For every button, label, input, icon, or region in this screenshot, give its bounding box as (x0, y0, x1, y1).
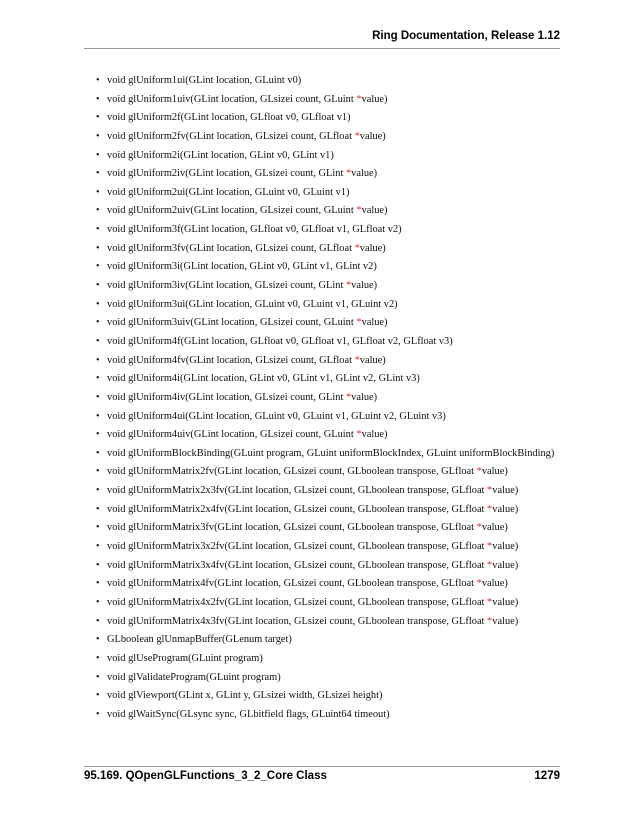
bullet-icon: • (96, 261, 100, 273)
function-signature: void glUniformMatrix2fv(GLint location, GLsizei count, GLboolean transpose, GLfloat (107, 466, 477, 478)
function-signature-end: value) (351, 391, 378, 403)
bullet-icon: • (96, 354, 100, 366)
function-signature: void glWaitSync(GLsync sync, GLbitfield flags, GLuint64 timeout) (107, 708, 390, 720)
list-item (96, 352, 566, 371)
list-item (96, 650, 566, 669)
list-item (96, 72, 566, 91)
list-item (96, 669, 566, 688)
function-signature: void glUniform3uiv(GLint location, GLsizei count, GLuint (107, 317, 357, 329)
function-signature: void glUniform4ui(GLint location, GLuint v0, GLuint v1, GLuint v2, GLuint v3) (107, 410, 446, 422)
list-item (96, 147, 566, 166)
function-signature: void glUniform3ui(GLint location, GLuint v0, GLuint v1, GLuint v2) (107, 298, 398, 310)
list-item (96, 482, 566, 501)
pointer-star: * (354, 130, 360, 142)
list-item (96, 221, 566, 240)
function-signature: void glUniform4uiv(GLint location, GLsizei count, GLuint (107, 429, 357, 441)
bullet-icon: • (96, 578, 100, 590)
list-item (96, 613, 566, 632)
function-signature: void glUniformMatrix3x2fv(GLint location, GLsizei count, GLboolean transpose, GLfloat (107, 541, 488, 553)
bullet-icon: • (96, 112, 100, 124)
bullet-icon: • (96, 391, 100, 403)
pointer-star: * (476, 578, 482, 590)
bullet-icon: • (96, 466, 100, 478)
function-signature-end: value) (359, 354, 386, 366)
bullet-icon: • (96, 541, 100, 553)
function-signature-end: value) (351, 280, 378, 292)
function-signature: void glUniformMatrix3fv(GLint location, GLsizei count, GLboolean transpose, GLfloat (107, 522, 477, 534)
function-signature-end: value) (492, 596, 519, 608)
footer-divider (84, 766, 560, 767)
bullet-icon: • (96, 634, 100, 646)
function-signature-end: value) (361, 317, 388, 329)
pointer-star: * (356, 317, 362, 329)
pointer-star: * (356, 205, 362, 217)
bullet-icon: • (96, 224, 100, 236)
function-signature-end: value) (359, 242, 386, 254)
function-signature: void glUniform4f(GLint location, GLfloat v0, GLfloat v1, GLfloat v2, GLfloat v3) (107, 335, 453, 347)
bullet-icon: • (96, 708, 100, 720)
pointer-star: * (345, 168, 352, 180)
function-signature: void glUniformMatrix4fv(GLint location, GLsizei count, GLboolean transpose, GLfloat (107, 578, 477, 590)
function-signature: void glUniform3f(GLint location, GLfloat v0, GLfloat v1, GLfloat v2) (107, 224, 402, 236)
list-item (96, 408, 566, 427)
bullet-icon: • (96, 335, 100, 347)
pointer-star: * (487, 559, 493, 571)
bullet-icon: • (96, 503, 100, 515)
function-signature: void glUniform2i(GLint location, GLint v0, GLint v1) (107, 149, 334, 161)
bullet-icon: • (96, 93, 100, 105)
function-signature: void glUniformMatrix4x3fv(GLint location, GLsizei count, GLboolean transpose, GLfloat (107, 615, 488, 627)
bullet-icon: • (96, 242, 100, 254)
pointer-star: * (345, 391, 352, 403)
function-signature-end: value) (361, 93, 388, 105)
function-signature: void glUniformBlockBinding(GLuint program, GLuint uniformBlockIndex, GLuint uniformBlockBinding) (107, 447, 555, 459)
pointer-star: * (356, 93, 362, 105)
pointer-star: * (356, 429, 362, 441)
page-header: Ring Documentation, Release 1.12 (372, 30, 560, 42)
list-item (96, 389, 566, 408)
list-item (96, 184, 566, 203)
list-item (96, 631, 566, 650)
function-signature-end: value) (351, 168, 378, 180)
function-signature-end: value) (361, 429, 388, 441)
list-item (96, 202, 566, 221)
list-item (96, 557, 566, 576)
function-signature: void glViewport(GLint x, GLint y, GLsizei width, GLsizei height) (107, 690, 383, 702)
function-signature-end: value) (361, 205, 388, 217)
list-item (96, 463, 566, 482)
bullet-icon: • (96, 373, 100, 385)
bullet-icon: • (96, 205, 100, 217)
bullet-icon: • (96, 615, 100, 627)
pointer-star: * (476, 466, 482, 478)
function-signature: void glUniformMatrix2x4fv(GLint location, GLsizei count, GLboolean transpose, GLfloat (107, 503, 488, 515)
pointer-star: * (354, 354, 360, 366)
function-signature: void glUniform3i(GLint location, GLint v0, GLint v1, GLint v2) (107, 261, 377, 273)
pointer-star: * (487, 615, 493, 627)
function-signature: void glUniform1uiv(GLint location, GLsizei count, GLuint (107, 93, 357, 105)
list-item (96, 296, 566, 315)
pointer-star: * (476, 522, 482, 534)
function-signature: void glUseProgram(GLuint program) (107, 652, 263, 664)
bullet-icon: • (96, 447, 100, 459)
function-signature: void glUniform1ui(GLint location, GLuint v0) (107, 75, 302, 86)
bullet-icon: • (96, 130, 100, 142)
function-list (96, 72, 566, 724)
function-signature-end: value) (492, 503, 519, 515)
function-signature-end: value) (481, 466, 508, 478)
function-signature-end: value) (492, 559, 519, 571)
pointer-star: * (487, 596, 493, 608)
function-signature: void glUniform2uiv(GLint location, GLsizei count, GLuint (107, 205, 357, 217)
function-signature-end: value) (481, 578, 508, 590)
function-signature: void glUniform2fv(GLint location, GLsizei count, GLfloat (107, 130, 355, 142)
list-item (96, 314, 566, 333)
function-signature: void glUniform4fv(GLint location, GLsizei count, GLfloat (107, 354, 355, 366)
bullet-icon: • (96, 149, 100, 161)
list-item (96, 706, 566, 725)
function-signature-end: value) (492, 615, 519, 627)
list-item (96, 258, 566, 277)
bullet-icon: • (96, 652, 100, 664)
list-item (96, 333, 566, 352)
bullet-icon: • (96, 168, 100, 180)
header-divider (84, 48, 560, 49)
pointer-star: * (345, 280, 352, 292)
function-signature: void glUniform2ui(GLint location, GLuint v0, GLuint v1) (107, 186, 350, 198)
bullet-icon: • (96, 186, 100, 198)
function-signature: void glUniformMatrix2x3fv(GLint location, GLsizei count, GLboolean transpose, GLfloat (107, 485, 488, 497)
function-signature: void glUniform4iv(GLint location, GLsizei count, GLint (107, 391, 346, 403)
list-item (96, 594, 566, 613)
bullet-icon: • (96, 522, 100, 534)
pointer-star: * (487, 485, 493, 497)
list-item (96, 109, 566, 128)
bullet-icon: • (96, 410, 100, 422)
bullet-icon: • (96, 690, 100, 702)
function-signature: void glUniform3fv(GLint location, GLsizei count, GLfloat (107, 242, 355, 254)
bullet-icon: • (96, 671, 100, 683)
function-signature: void glUniformMatrix3x4fv(GLint location, GLsizei count, GLboolean transpose, GLfloat (107, 559, 488, 571)
list-item (96, 165, 566, 184)
function-signature-end: value) (492, 541, 519, 553)
function-signature: void glUniform2iv(GLint location, GLsizei count, GLint (107, 168, 346, 180)
function-signature-end: value) (492, 485, 519, 497)
page-number: 1279 (534, 770, 560, 782)
function-signature: void glUniformMatrix4x2fv(GLint location, GLsizei count, GLboolean transpose, GLfloat (107, 596, 488, 608)
bullet-icon: • (96, 75, 100, 86)
list-item (96, 687, 566, 706)
list-item (96, 501, 566, 520)
function-signature: void glUniform4i(GLint location, GLint v0, GLint v1, GLint v2, GLint v3) (107, 373, 420, 385)
footer-section-title: 95.169. QOpenGLFunctions_3_2_Core Class (84, 770, 327, 782)
bullet-icon: • (96, 317, 100, 329)
function-signature-end: value) (359, 130, 386, 142)
list-item (96, 426, 566, 445)
bullet-icon: • (96, 429, 100, 441)
function-signature: GLboolean glUnmapBuffer(GLenum target) (107, 634, 292, 646)
bullet-icon: • (96, 280, 100, 292)
pointer-star: * (354, 242, 360, 254)
function-signature: void glUniform2f(GLint location, GLfloat v0, GLfloat v1) (107, 112, 351, 124)
list-item (96, 538, 566, 557)
list-item (96, 575, 566, 594)
list-item (96, 445, 566, 464)
list-item (96, 128, 566, 147)
bullet-icon: • (96, 298, 100, 310)
list-item (96, 91, 566, 110)
pointer-star: * (487, 541, 493, 553)
list-item (96, 519, 566, 538)
function-signature: void glUniform3iv(GLint location, GLsizei count, GLint (107, 280, 346, 292)
bullet-icon: • (96, 485, 100, 497)
function-signature: void glValidateProgram(GLuint program) (107, 671, 281, 683)
list-item (96, 240, 566, 259)
pointer-star: * (487, 503, 493, 515)
bullet-icon: • (96, 596, 100, 608)
list-item (96, 277, 566, 296)
function-signature-end: value) (481, 522, 508, 534)
list-item (96, 370, 566, 389)
bullet-icon: • (96, 559, 100, 571)
